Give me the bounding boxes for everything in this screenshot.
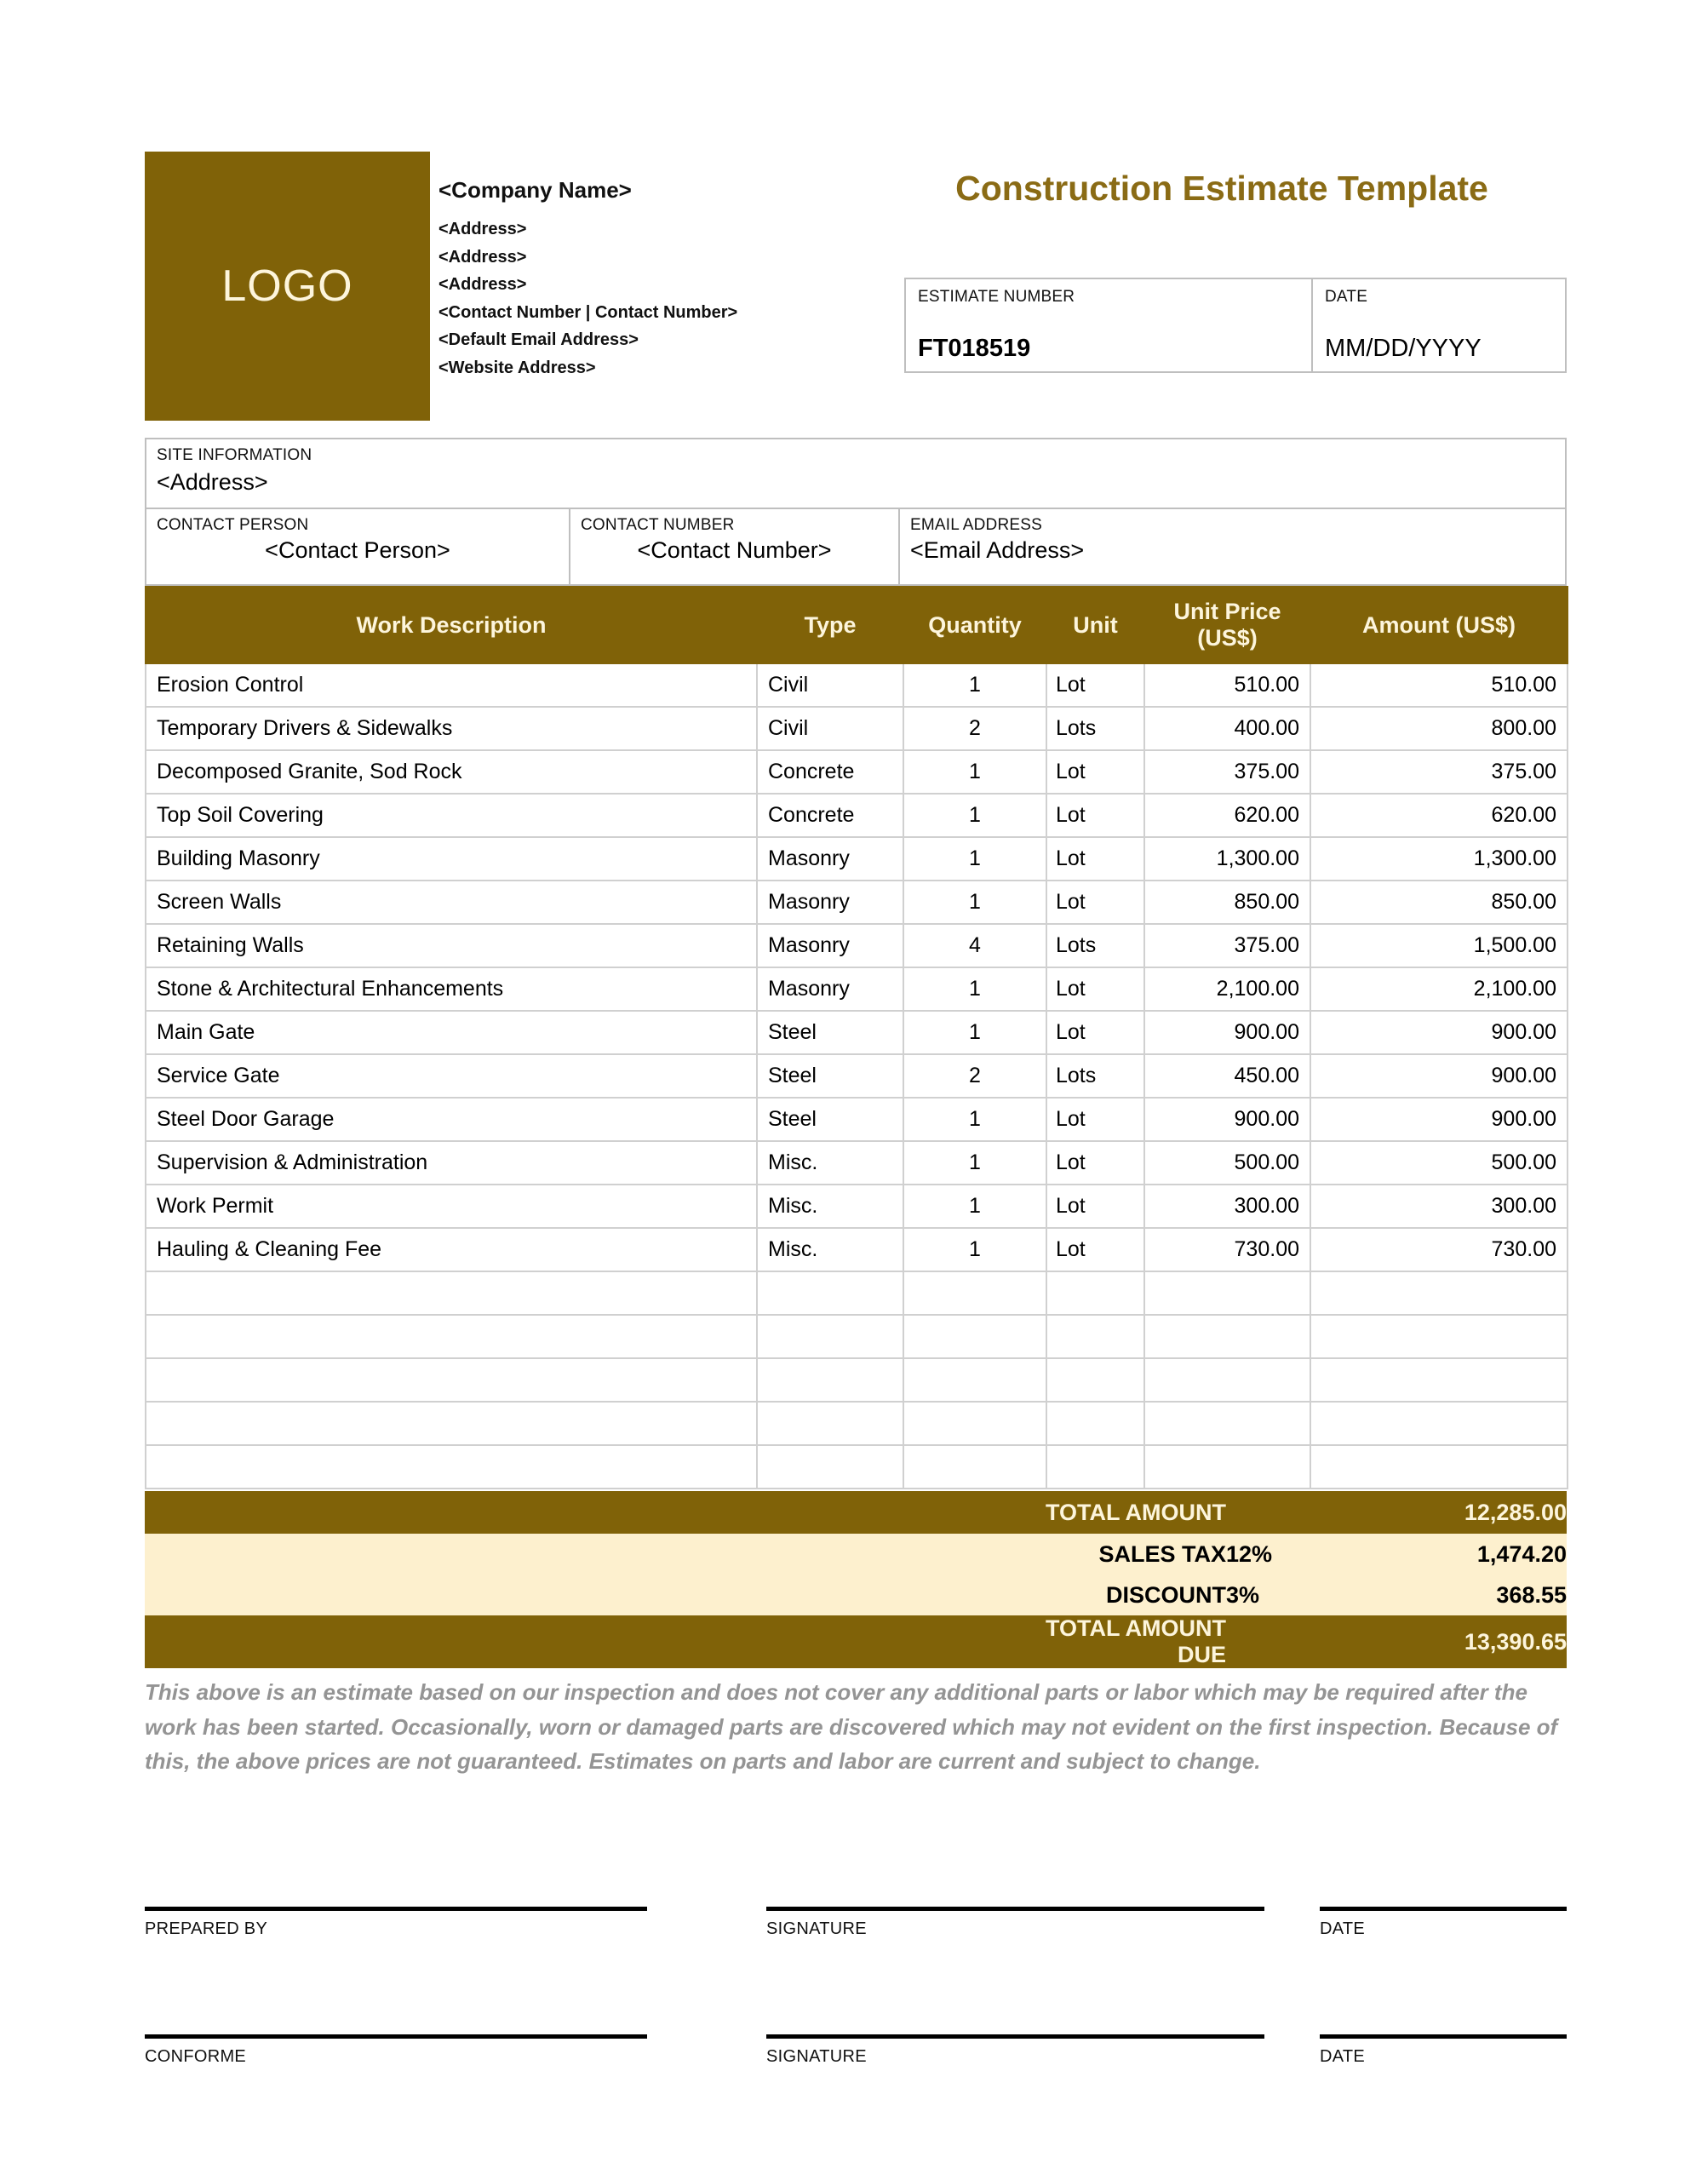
total-amount-row: [145, 1491, 1567, 1534]
table-row: [146, 1185, 1568, 1228]
cell-quantity-empty[interactable]: [903, 1358, 1046, 1402]
cell-description-empty[interactable]: [146, 1315, 757, 1358]
cell-quantity[interactable]: 1: [903, 1141, 1046, 1185]
line-items-table-body: [146, 663, 1568, 1489]
cell-description[interactable]: Top Soil Covering: [146, 794, 757, 837]
estimate-number-label: ESTIMATE NUMBER: [918, 288, 1075, 306]
cell-quantity[interactable]: 1: [903, 1228, 1046, 1271]
date-label-2: DATE: [1320, 2046, 1366, 2066]
discount-label: DISCOUNT: [1022, 1575, 1226, 1615]
cell-unit-empty[interactable]: [1046, 1445, 1144, 1489]
cell-amount[interactable]: 1,300.00: [1310, 837, 1568, 881]
cell-quantity[interactable]: 1: [903, 837, 1046, 881]
total-due-label: TOTAL AMOUNT DUE: [1022, 1615, 1226, 1668]
table-row: [146, 794, 1568, 837]
cell-unit-price-empty[interactable]: [1144, 1402, 1310, 1445]
estimate-number-cell[interactable]: [906, 279, 1313, 371]
cell-unit[interactable]: Lot: [1046, 1228, 1144, 1271]
table-row: [146, 1228, 1568, 1271]
cell-unit-price[interactable]: 500.00: [1144, 1141, 1310, 1185]
cell-unit-empty[interactable]: [1046, 1358, 1144, 1402]
signature-line-2: [766, 2034, 1264, 2039]
cell-description[interactable]: Screen Walls: [146, 881, 757, 924]
cell-type[interactable]: Masonry: [757, 967, 903, 1011]
table-row: [146, 1011, 1568, 1054]
cell-description[interactable]: Erosion Control: [146, 663, 757, 707]
total-amount-due-row: [145, 1615, 1567, 1668]
table-row: [146, 881, 1568, 924]
email-address-value: <Email Address>: [910, 537, 1085, 563]
total-due-rate: [1226, 1615, 1310, 1668]
signature-row-2: [145, 2034, 1567, 2162]
cell-type-empty[interactable]: [757, 1315, 903, 1358]
cell-amount[interactable]: 2,100.00: [1310, 967, 1568, 1011]
discount-spacer: [145, 1575, 1022, 1615]
cell-description[interactable]: Steel Door Garage: [146, 1098, 757, 1141]
cell-type[interactable]: Misc.: [757, 1228, 903, 1271]
date-label-1: DATE: [1320, 1919, 1366, 1938]
contact-person-value: <Contact Person>: [265, 537, 450, 563]
cell-amount[interactable]: 800.00: [1310, 707, 1568, 750]
table-row: [146, 924, 1568, 967]
cell-quantity[interactable]: 1: [903, 794, 1046, 837]
cell-amount[interactable]: 1,500.00: [1310, 924, 1568, 967]
cell-quantity[interactable]: 1: [903, 967, 1046, 1011]
line-items-table-head: [146, 587, 1568, 663]
total-amount-label: TOTAL AMOUNT: [1022, 1491, 1226, 1534]
cell-type-empty[interactable]: [757, 1402, 903, 1445]
column-header-quantity: Quantity: [903, 587, 1046, 663]
logo-placeholder[interactable]: [145, 152, 430, 421]
cell-quantity[interactable]: 2: [903, 1054, 1046, 1098]
cell-unit-price[interactable]: 620.00: [1144, 794, 1310, 837]
cell-type[interactable]: Masonry: [757, 881, 903, 924]
prepared-by-label: PREPARED BY: [145, 1919, 268, 1938]
site-contact-row: [146, 509, 1565, 584]
estimate-date-cell[interactable]: [1313, 279, 1565, 371]
contact-number-label: CONTACT NUMBER: [581, 516, 735, 534]
cell-unit-price-empty[interactable]: [1144, 1315, 1310, 1358]
signature-area: [145, 1907, 1567, 2162]
company-website: <Website Address>: [438, 358, 596, 377]
cell-unit-empty[interactable]: [1046, 1271, 1144, 1315]
company-address-line-1: <Address>: [438, 220, 527, 238]
table-row: [146, 707, 1568, 750]
cell-unit-price[interactable]: 375.00: [1144, 924, 1310, 967]
cell-type[interactable]: Masonry: [757, 837, 903, 881]
cell-description[interactable]: Service Gate: [146, 1054, 757, 1098]
cell-amount[interactable]: 900.00: [1310, 1098, 1568, 1141]
cell-amount[interactable]: 300.00: [1310, 1185, 1568, 1228]
cell-unit-price[interactable]: 400.00: [1144, 707, 1310, 750]
cell-quantity-empty[interactable]: [903, 1445, 1046, 1489]
cell-unit[interactable]: Lot: [1046, 1011, 1144, 1054]
cell-unit-price[interactable]: 2,100.00: [1144, 967, 1310, 1011]
cell-type[interactable]: Concrete: [757, 794, 903, 837]
table-row-empty: [146, 1315, 1568, 1358]
cell-unit[interactable]: Lot: [1046, 1098, 1144, 1141]
company-address-line-3: <Address>: [438, 275, 527, 295]
conforme-line: [145, 2034, 647, 2039]
document-title: Construction Estimate Template: [955, 169, 1488, 208]
column-header-type: Type: [757, 587, 903, 663]
sales-tax-value: 1,474.20: [1310, 1534, 1567, 1575]
cell-description[interactable]: Retaining Walls: [146, 924, 757, 967]
column-header-amount: Amount (US$): [1310, 587, 1568, 663]
site-address-row[interactable]: [146, 439, 1565, 509]
signature-field-1[interactable]: [766, 1907, 1264, 1939]
line-items-table: [145, 586, 1568, 1489]
cell-description-empty[interactable]: [146, 1402, 757, 1445]
estimate-meta-box: [904, 278, 1567, 373]
cell-amount[interactable]: 850.00: [1310, 881, 1568, 924]
cell-type[interactable]: Steel: [757, 1054, 903, 1098]
table-row-empty: [146, 1445, 1568, 1489]
cell-quantity[interactable]: 4: [903, 924, 1046, 967]
cell-type[interactable]: Steel: [757, 1011, 903, 1054]
date-field-1[interactable]: [1320, 1907, 1567, 1939]
totals-table: [145, 1491, 1567, 1668]
cell-amount[interactable]: 900.00: [1310, 1054, 1568, 1098]
prepared-by-field[interactable]: [145, 1907, 647, 1939]
cell-description[interactable]: Supervision & Administration: [146, 1141, 757, 1185]
table-row-empty: [146, 1402, 1568, 1445]
cell-amount[interactable]: 510.00: [1310, 663, 1568, 707]
contact-person-cell[interactable]: [146, 509, 570, 584]
disclaimer-text: This above is an estimate based on our inspection and does not cover any additional parts or labor which may be required after the work has been started. Occasionally, worn or damaged parts are discovered which may not evident on the first inspection. Because of this, the above prices are not guaranteed. Estimates on parts and labor are current and subject to change.: [145, 1679, 1558, 1775]
cell-unit[interactable]: Lots: [1046, 1054, 1144, 1098]
cell-unit-price[interactable]: 1,300.00: [1144, 837, 1310, 881]
cell-unit-price-empty[interactable]: [1144, 1358, 1310, 1402]
table-header-row: [146, 587, 1568, 663]
cell-description-empty[interactable]: [146, 1358, 757, 1402]
cell-quantity[interactable]: 1: [903, 1098, 1046, 1141]
table-row: [146, 1141, 1568, 1185]
cell-description[interactable]: Hauling & Cleaning Fee: [146, 1228, 757, 1271]
cell-type-empty[interactable]: [757, 1271, 903, 1315]
column-header-work-description: Work Description: [146, 587, 757, 663]
conforme-field[interactable]: [145, 2034, 647, 2067]
cell-type[interactable]: Steel: [757, 1098, 903, 1141]
sales-tax-row: [145, 1534, 1567, 1575]
sales-tax-rate[interactable]: 12%: [1226, 1534, 1310, 1575]
company-address-line-2: <Address>: [438, 247, 527, 267]
total-amount-value: 12,285.00: [1310, 1491, 1567, 1534]
sales-tax-label: SALES TAX: [1022, 1534, 1226, 1575]
date-field-2[interactable]: [1320, 2034, 1567, 2067]
cell-unit-price-empty[interactable]: [1144, 1445, 1310, 1489]
signature-label-2: SIGNATURE: [766, 2046, 867, 2066]
table-row: [146, 837, 1568, 881]
cell-type-empty[interactable]: [757, 1445, 903, 1489]
cell-quantity[interactable]: 2: [903, 707, 1046, 750]
cell-unit-empty[interactable]: [1046, 1315, 1144, 1358]
cell-unit[interactable]: Lot: [1046, 750, 1144, 794]
company-contact-number: <Contact Number | Contact Number>: [438, 302, 738, 322]
cell-type[interactable]: Concrete: [757, 750, 903, 794]
prepared-by-line: [145, 1907, 647, 1911]
cell-quantity[interactable]: 1: [903, 663, 1046, 707]
cell-description[interactable]: Decomposed Granite, Sod Rock: [146, 750, 757, 794]
cell-quantity-empty[interactable]: [903, 1271, 1046, 1315]
estimate-date-value: MM/DD/YYYY: [1325, 335, 1482, 362]
cell-unit-empty[interactable]: [1046, 1402, 1144, 1445]
cell-type[interactable]: Misc.: [757, 1141, 903, 1185]
cell-description[interactable]: Work Permit: [146, 1185, 757, 1228]
company-info-block: [438, 177, 890, 382]
table-row-empty: [146, 1271, 1568, 1315]
cell-amount-empty[interactable]: [1310, 1271, 1568, 1315]
cell-quantity[interactable]: 1: [903, 1185, 1046, 1228]
contact-number-cell[interactable]: [570, 509, 900, 584]
cell-unit[interactable]: Lot: [1046, 967, 1144, 1011]
contact-person-label: CONTACT PERSON: [157, 516, 309, 534]
signature-row-1: [145, 1907, 1567, 2034]
company-email: <Default Email Address>: [438, 330, 639, 350]
discount-rate[interactable]: 3%: [1226, 1575, 1310, 1615]
cell-quantity[interactable]: 1: [903, 750, 1046, 794]
cell-unit-price[interactable]: 510.00: [1144, 663, 1310, 707]
cell-unit[interactable]: Lot: [1046, 881, 1144, 924]
logo-text: LOGO: [221, 261, 353, 311]
cell-unit[interactable]: Lot: [1046, 794, 1144, 837]
cell-description[interactable]: Temporary Drivers & Sidewalks: [146, 707, 757, 750]
cell-unit[interactable]: Lot: [1046, 1141, 1144, 1185]
sales-tax-spacer: [145, 1534, 1022, 1575]
cell-type[interactable]: Misc.: [757, 1185, 903, 1228]
total-amount-spacer: [145, 1491, 1022, 1534]
cell-description[interactable]: Building Masonry: [146, 837, 757, 881]
unit-price-header-line-2: (US$): [1197, 625, 1258, 651]
total-amount-rate: [1226, 1491, 1310, 1534]
date-line-1: [1320, 1907, 1567, 1911]
date-line-2: [1320, 2034, 1567, 2039]
cell-amount[interactable]: 500.00: [1310, 1141, 1568, 1185]
cell-description-empty[interactable]: [146, 1271, 757, 1315]
cell-amount-empty[interactable]: [1310, 1315, 1568, 1358]
cell-amount[interactable]: 900.00: [1310, 1011, 1568, 1054]
cell-unit-price[interactable]: 300.00: [1144, 1185, 1310, 1228]
unit-price-header-line-1: Unit Price: [1173, 599, 1281, 624]
site-information-label: SITE INFORMATION: [157, 446, 312, 464]
cell-unit[interactable]: Lots: [1046, 707, 1144, 750]
conforme-label: CONFORME: [145, 2046, 247, 2066]
table-row: [146, 1054, 1568, 1098]
site-information-section: [145, 438, 1567, 586]
cell-amount-empty[interactable]: [1310, 1402, 1568, 1445]
cell-description[interactable]: Main Gate: [146, 1011, 757, 1054]
cell-description-empty[interactable]: [146, 1445, 757, 1489]
document-header: [145, 152, 1567, 421]
cell-unit[interactable]: Lot: [1046, 663, 1144, 707]
total-due-value: 13,390.65: [1310, 1615, 1567, 1668]
cell-quantity[interactable]: 1: [903, 1011, 1046, 1054]
email-address-cell[interactable]: [900, 509, 1565, 584]
column-header-unit: Unit: [1046, 587, 1144, 663]
cell-quantity[interactable]: 1: [903, 881, 1046, 924]
cell-unit[interactable]: Lots: [1046, 924, 1144, 967]
estimate-date-label: DATE: [1325, 288, 1368, 306]
table-row-empty: [146, 1358, 1568, 1402]
cell-type[interactable]: Masonry: [757, 924, 903, 967]
cell-unit-price[interactable]: 900.00: [1144, 1011, 1310, 1054]
column-header-unit-price: [1144, 587, 1310, 663]
cell-unit-price[interactable]: 900.00: [1144, 1098, 1310, 1141]
site-address-value: <Address>: [157, 469, 268, 495]
signature-line-1: [766, 1907, 1264, 1911]
company-name: <Company Name>: [438, 177, 632, 203]
cell-unit[interactable]: Lot: [1046, 837, 1144, 881]
cell-unit[interactable]: Lot: [1046, 1185, 1144, 1228]
cell-amount-empty[interactable]: [1310, 1445, 1568, 1489]
cell-quantity-empty[interactable]: [903, 1402, 1046, 1445]
cell-type[interactable]: Civil: [757, 663, 903, 707]
total-due-spacer: [145, 1615, 1022, 1668]
cell-unit-price[interactable]: 730.00: [1144, 1228, 1310, 1271]
estimate-number-value: FT018519: [918, 335, 1031, 362]
table-row: [146, 750, 1568, 794]
cell-unit-price-empty[interactable]: [1144, 1271, 1310, 1315]
cell-unit-price[interactable]: 450.00: [1144, 1054, 1310, 1098]
cell-type-empty[interactable]: [757, 1358, 903, 1402]
cell-unit-price[interactable]: 375.00: [1144, 750, 1310, 794]
cell-quantity-empty[interactable]: [903, 1315, 1046, 1358]
signature-label-1: SIGNATURE: [766, 1919, 867, 1938]
table-row: [146, 1098, 1568, 1141]
cell-unit-price[interactable]: 850.00: [1144, 881, 1310, 924]
table-row: [146, 663, 1568, 707]
contact-number-value: <Contact Number>: [637, 537, 832, 563]
cell-amount[interactable]: 620.00: [1310, 794, 1568, 837]
discount-value: 368.55: [1310, 1575, 1567, 1615]
cell-type[interactable]: Civil: [757, 707, 903, 750]
signature-field-2[interactable]: [766, 2034, 1264, 2067]
email-address-label: EMAIL ADDRESS: [910, 516, 1042, 534]
discount-row: [145, 1575, 1567, 1615]
cell-description[interactable]: Stone & Architectural Enhancements: [146, 967, 757, 1011]
cell-amount[interactable]: 375.00: [1310, 750, 1568, 794]
cell-amount-empty[interactable]: [1310, 1358, 1568, 1402]
cell-amount[interactable]: 730.00: [1310, 1228, 1568, 1271]
table-row: [146, 967, 1568, 1011]
